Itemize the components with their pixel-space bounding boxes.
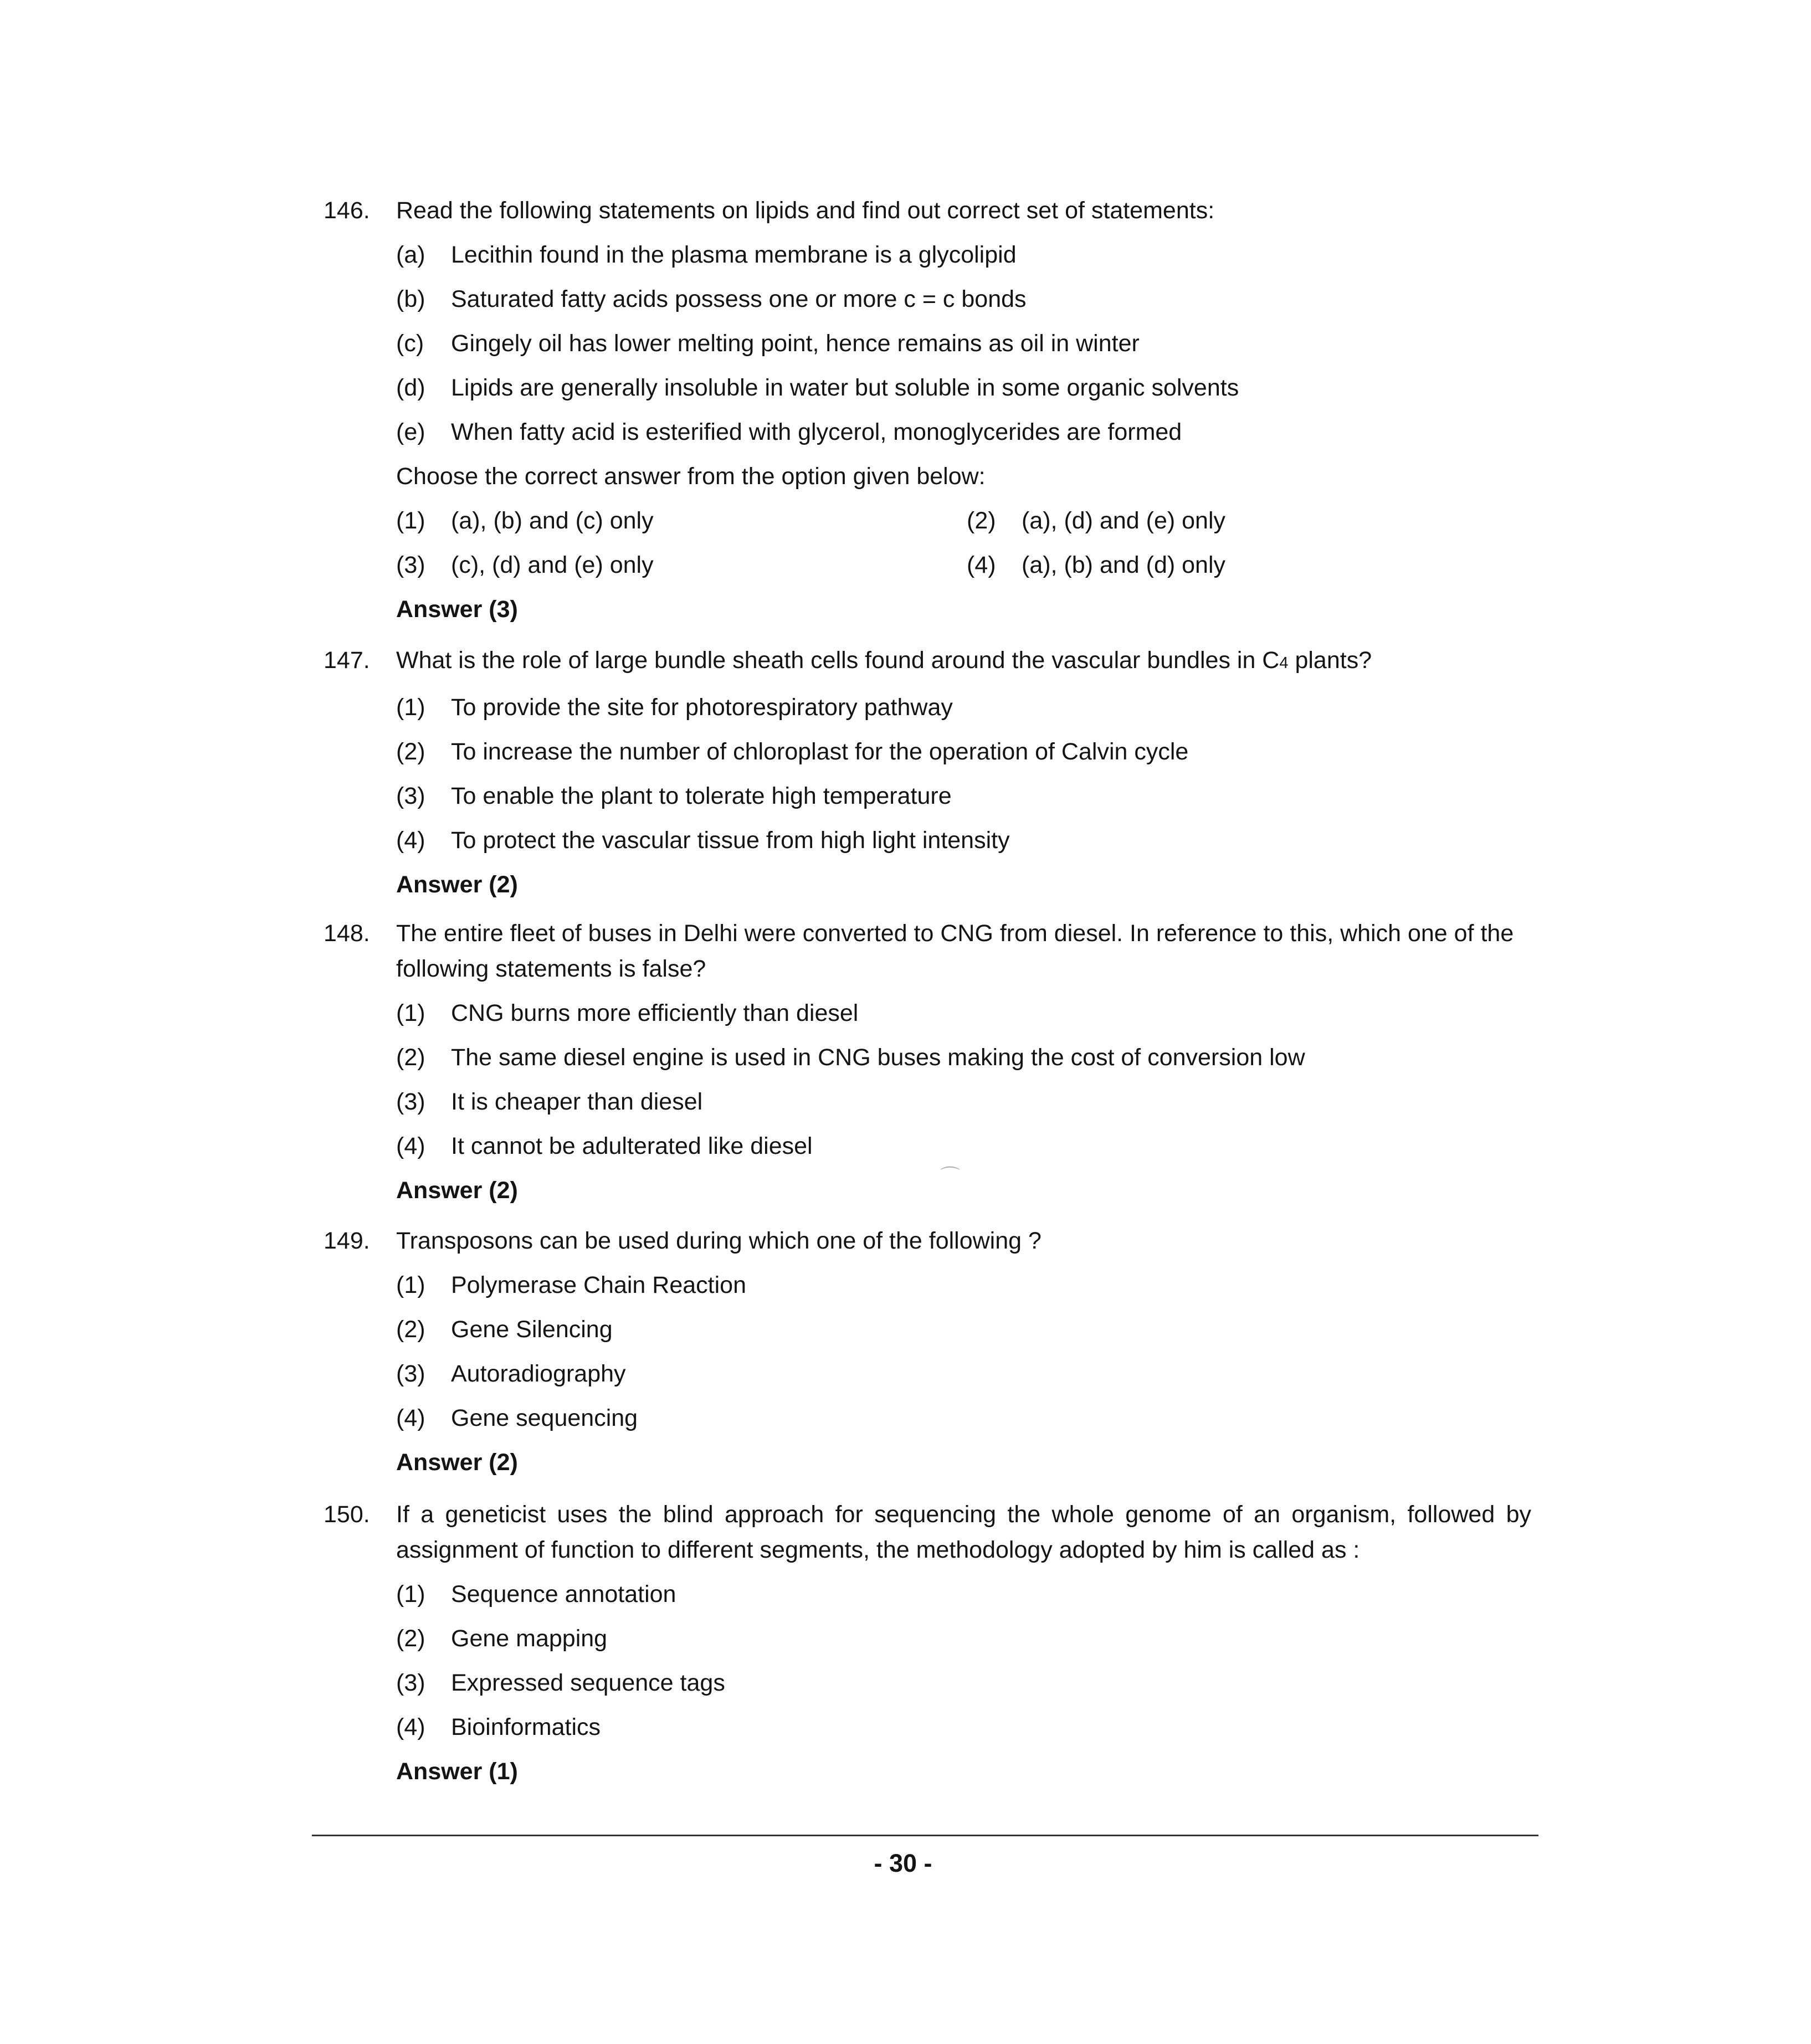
answer-label: Answer (3): [396, 596, 518, 623]
option-label: (2): [967, 507, 996, 534]
options-row-1: [396, 503, 1531, 538]
answer-label: Answer (2): [396, 871, 518, 898]
option-text: To protect the vascular tissue from high light intensity: [451, 827, 1010, 854]
option-text: To increase the number of chloroplast for the operation of Calvin cycle: [451, 738, 1189, 765]
option-1: [396, 1576, 1531, 1612]
question-stem-line-2: assignment of function to different segments, the methodology adopted by him is called as :: [396, 1537, 1360, 1563]
statement-a: [396, 237, 1531, 273]
option-2: [967, 503, 1299, 538]
option-label: (4): [396, 827, 425, 854]
option-2: [396, 734, 1531, 769]
question-number: 147.: [324, 647, 370, 674]
option-text: It is cheaper than diesel: [451, 1088, 703, 1115]
option-1: [396, 690, 1531, 725]
statement-label: (c): [396, 330, 424, 357]
question-146: [324, 193, 1531, 627]
stem-text-end: plants?: [1288, 647, 1372, 674]
option-text: Autoradiography: [451, 1360, 626, 1387]
option-1: [396, 503, 967, 538]
option-text: To enable the plant to tolerate high temperature: [451, 783, 952, 809]
statement-d: [396, 370, 1531, 405]
statement-text: Lecithin found in the plasma membrane is a glycolipid: [451, 242, 1017, 268]
stem-subscript: 4: [1279, 654, 1289, 672]
statement-label: (d): [396, 374, 425, 401]
option-label: (2): [396, 1044, 425, 1071]
option-label: (4): [967, 552, 996, 578]
option-text: (c), (d) and (e) only: [451, 552, 654, 578]
statement-text: Gingely oil has lower melting point, hence remains as oil in winter: [451, 330, 1140, 357]
option-2: [396, 1040, 1531, 1075]
option-text: (a), (d) and (e) only: [1022, 507, 1226, 534]
question-number: 149.: [324, 1228, 370, 1254]
question-stem-line-1: The entire fleet of buses in Delhi were converted to CNG from diesel. In reference to this, which one of the: [396, 920, 1514, 947]
answer-label: Answer (1): [396, 1758, 518, 1785]
statement-b: [396, 281, 1531, 317]
option-label: (3): [396, 783, 425, 809]
question-stem: [396, 643, 1531, 681]
option-4: [396, 1709, 1531, 1745]
statement-text: Lipids are generally insoluble in water but soluble in some organic solvents: [451, 374, 1239, 401]
option-text: Polymerase Chain Reaction: [451, 1272, 746, 1298]
question-stem: Read the following statements on lipids and find out correct set of statements:: [396, 197, 1215, 224]
option-text: Bioinformatics: [451, 1714, 601, 1740]
option-1: [396, 995, 1531, 1031]
option-label: (3): [396, 552, 425, 578]
option-label: (1): [396, 1272, 425, 1298]
options-row-2: [396, 547, 1531, 583]
option-2: [396, 1312, 1531, 1347]
option-4: [967, 547, 1299, 583]
answer-label: Answer (2): [396, 1177, 518, 1204]
question-number: 146.: [324, 197, 370, 224]
option-3: [396, 1356, 1531, 1391]
option-4: [396, 823, 1531, 858]
option-text: The same diesel engine is used in CNG buses making the cost of conversion low: [451, 1044, 1305, 1071]
option-label: (3): [396, 1670, 425, 1696]
page-number: - 30 -: [874, 1849, 932, 1877]
question-number: 148.: [324, 920, 370, 947]
option-label: (4): [396, 1133, 425, 1159]
option-text: Gene mapping: [451, 1625, 608, 1652]
option-2: [396, 1621, 1531, 1656]
option-text: Sequence annotation: [451, 1581, 676, 1608]
option-label: (1): [396, 507, 425, 534]
option-label: (2): [396, 1316, 425, 1343]
option-3: [396, 1665, 1531, 1701]
question-149: [324, 1223, 1531, 1480]
option-text: CNG burns more efficiently than diesel: [451, 1000, 859, 1026]
option-text: Gene Silencing: [451, 1316, 613, 1343]
option-label: (4): [396, 1714, 425, 1740]
statement-e: [396, 414, 1531, 450]
option-text: It cannot be adulterated like diesel: [451, 1133, 813, 1159]
option-label: (1): [396, 1000, 425, 1026]
option-text: Gene sequencing: [451, 1405, 638, 1431]
statement-label: (a): [396, 242, 425, 268]
question-number: 150.: [324, 1501, 370, 1528]
option-text: Expressed sequence tags: [451, 1670, 725, 1696]
option-text: To provide the site for photorespiratory pathway: [451, 694, 953, 721]
option-1: [396, 1267, 1531, 1303]
statement-text: When fatty acid is esterified with glycerol, monoglycerides are formed: [451, 419, 1182, 445]
option-4: [396, 1128, 1531, 1164]
option-3: [396, 547, 967, 583]
answer-label: Answer (2): [396, 1449, 518, 1476]
option-label: (3): [396, 1360, 425, 1387]
scan-mark: ⌒: [940, 1165, 961, 1188]
option-label: (1): [396, 1581, 425, 1608]
question-stem-line-2: following statements is false?: [396, 956, 706, 982]
instruction-text: Choose the correct answer from the option given below:: [396, 463, 986, 490]
stem-text: What is the role of large bundle sheath cells found around the vascular bundles in C: [396, 647, 1280, 674]
option-label: (2): [396, 738, 425, 765]
question-stem-line-1: If a geneticist uses the blind approach for sequencing the whole genome of an organism, followed by: [396, 1501, 1531, 1528]
statement-c: [396, 326, 1531, 361]
option-label: (4): [396, 1405, 425, 1431]
option-label: (2): [396, 1625, 425, 1652]
statement-label: (b): [396, 286, 425, 312]
option-label: (3): [396, 1088, 425, 1115]
option-text: (a), (b) and (c) only: [451, 507, 654, 534]
statement-label: (e): [396, 419, 425, 445]
question-148: [324, 916, 1531, 1208]
option-3: [396, 778, 1531, 814]
option-3: [396, 1084, 1531, 1119]
option-label: (1): [396, 694, 425, 721]
footer-divider: [312, 1835, 1538, 1836]
option-4: [396, 1400, 1531, 1436]
statement-text: Saturated fatty acids possess one or more c = c bonds: [451, 286, 1027, 312]
option-text: (a), (b) and (d) only: [1022, 552, 1226, 578]
question-150: [324, 1497, 1531, 1789]
question-stem: Transposons can be used during which one of the following ?: [396, 1228, 1042, 1254]
question-147: [324, 643, 1531, 902]
